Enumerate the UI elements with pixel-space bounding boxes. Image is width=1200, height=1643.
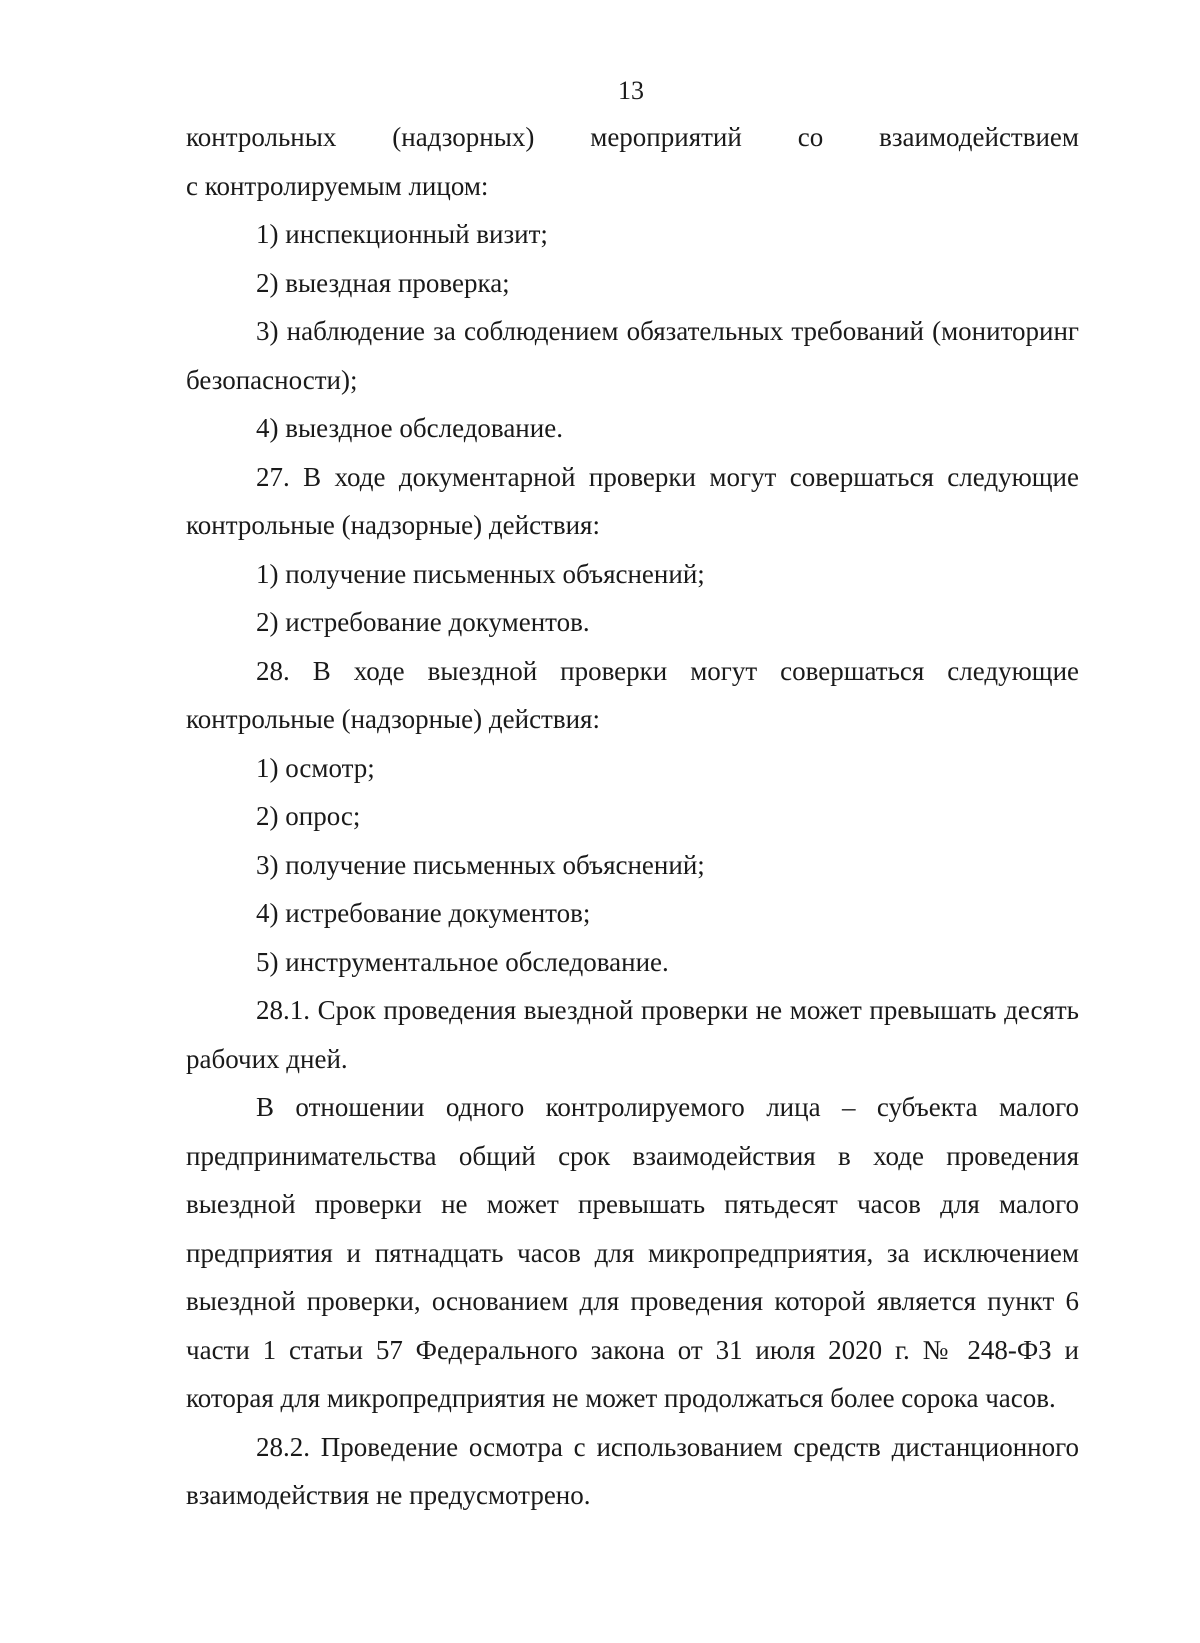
list-item: 2) истребование документов. — [256, 607, 590, 637]
list-item: 2) выездная проверка; — [256, 267, 510, 298]
list-item: 3) получение письменных объяснений; — [256, 849, 705, 880]
paragraph: В отношении одного контролируемого лица – субъекта малого предпринимательства общий срок взаимодействия в ходе проведения выездной проверки не может превышать пятьдесят часов для малого предприятия и пятнадцать часов для микропредприятия, за исключением выездной проверки, основанием для проведения которой является пункт 6 части 1 статьи 57 Федерального закона от 31 июля 2020 г. № 248-ФЗ и которая для микропредприятия не может продолжаться более сорока часов. — [186, 1092, 1079, 1413]
list-item: 5) инструментальное обследование. — [256, 946, 669, 977]
paragraph: 3) наблюдение за соблюдением обязательных требований (мониторинг безопасности); — [186, 316, 1079, 395]
paragraph: контрольных (надзорных) мероприятий со взаимодействием — [186, 122, 1079, 152]
paragraph: 28. В ходе выездной проверки могут совершаться следующие контрольные (надзорные) действия: — [186, 655, 1079, 734]
paragraph: 28.2. Проведение осмотра с использованием средств дистанционного взаимодействия не предусмотрено. — [186, 1431, 1079, 1510]
paragraph: с контролируемым лицом: — [186, 170, 489, 201]
document-body — [186, 113, 1079, 1520]
list-item: 2) опрос; — [256, 801, 361, 831]
paragraph: 27. В ходе документарной проверки могут совершаться следующие контрольные (надзорные) действия: — [186, 461, 1079, 540]
list-item: 4) выездное обследование. — [256, 413, 563, 443]
list-item: 1) осмотр; — [256, 752, 375, 783]
list-item: 1) инспекционный визит; — [256, 219, 548, 249]
list-item: 4) истребование документов; — [256, 898, 591, 928]
paragraph: 28.1. Срок проведения выездной проверки не может превышать десять рабочих дней. — [186, 995, 1079, 1074]
list-item: 1) получение письменных объяснений; — [256, 558, 705, 589]
page-number: 13 — [618, 76, 644, 105]
